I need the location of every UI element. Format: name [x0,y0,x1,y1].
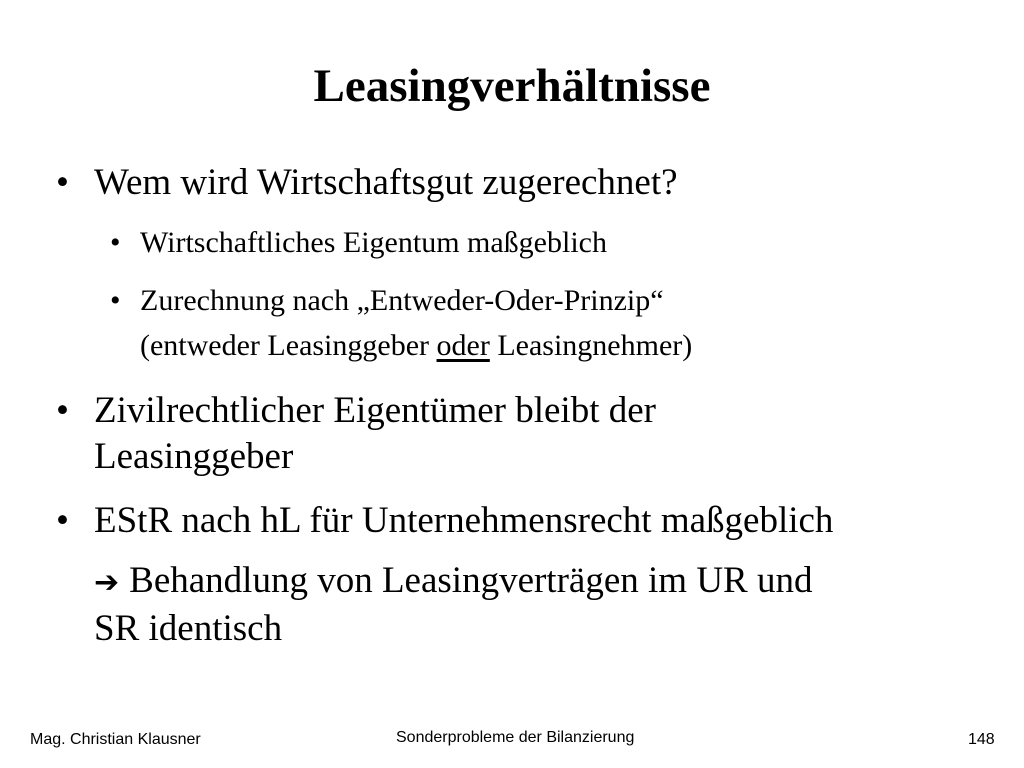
bullet-item [56,388,656,480]
sub-bullet-text-line1: Zurechnung nach „Entweder-Oder-Prinzip“ [140,284,664,317]
page-number: 148 [968,731,995,748]
bullet-item [56,498,834,544]
bullet-text-line2: Leasinggeber [94,436,294,477]
footer-author: Mag. Christian Klausner [30,731,201,748]
slide-title: Leasingverhältnisse [313,60,711,112]
sub-bullet-text: Wirtschaftliches Eigentum maßgeblich [140,226,607,259]
sub-bullet-item [110,278,693,368]
arrow-note-line2: SR identisch [94,608,283,649]
bullet-text-line1: Zivilrechtlicher Eigentümer bleibt der [94,390,656,431]
bullet-text: Wem wird Wirtschaftsgut zugerechnet? [94,162,678,203]
underlined-word: oder [436,329,490,362]
text-segment: (entweder Leasinggeber [140,329,437,362]
bullet-marker: • [56,390,69,431]
arrow-note [94,558,812,652]
sub-bullet-item [110,220,607,265]
sub-bullet-marker: • [110,226,121,259]
arrow-icon: ➔ [94,565,120,600]
bullet-marker: • [56,500,69,541]
bullet-marker: • [56,162,69,203]
sub-bullet-text-line2 [140,329,692,362]
footer-topic: Sonderprobleme der Bilanzierung [396,729,635,746]
arrow-note-line1: Behandlung von Leasingverträgen im UR und [129,560,813,601]
bullet-text: EStR nach hL für Unternehmensrecht maßgeblich [94,500,834,541]
sub-bullet-marker: • [110,284,121,317]
text-segment: Leasingnehmer) [489,329,693,362]
bullet-item [56,160,678,206]
